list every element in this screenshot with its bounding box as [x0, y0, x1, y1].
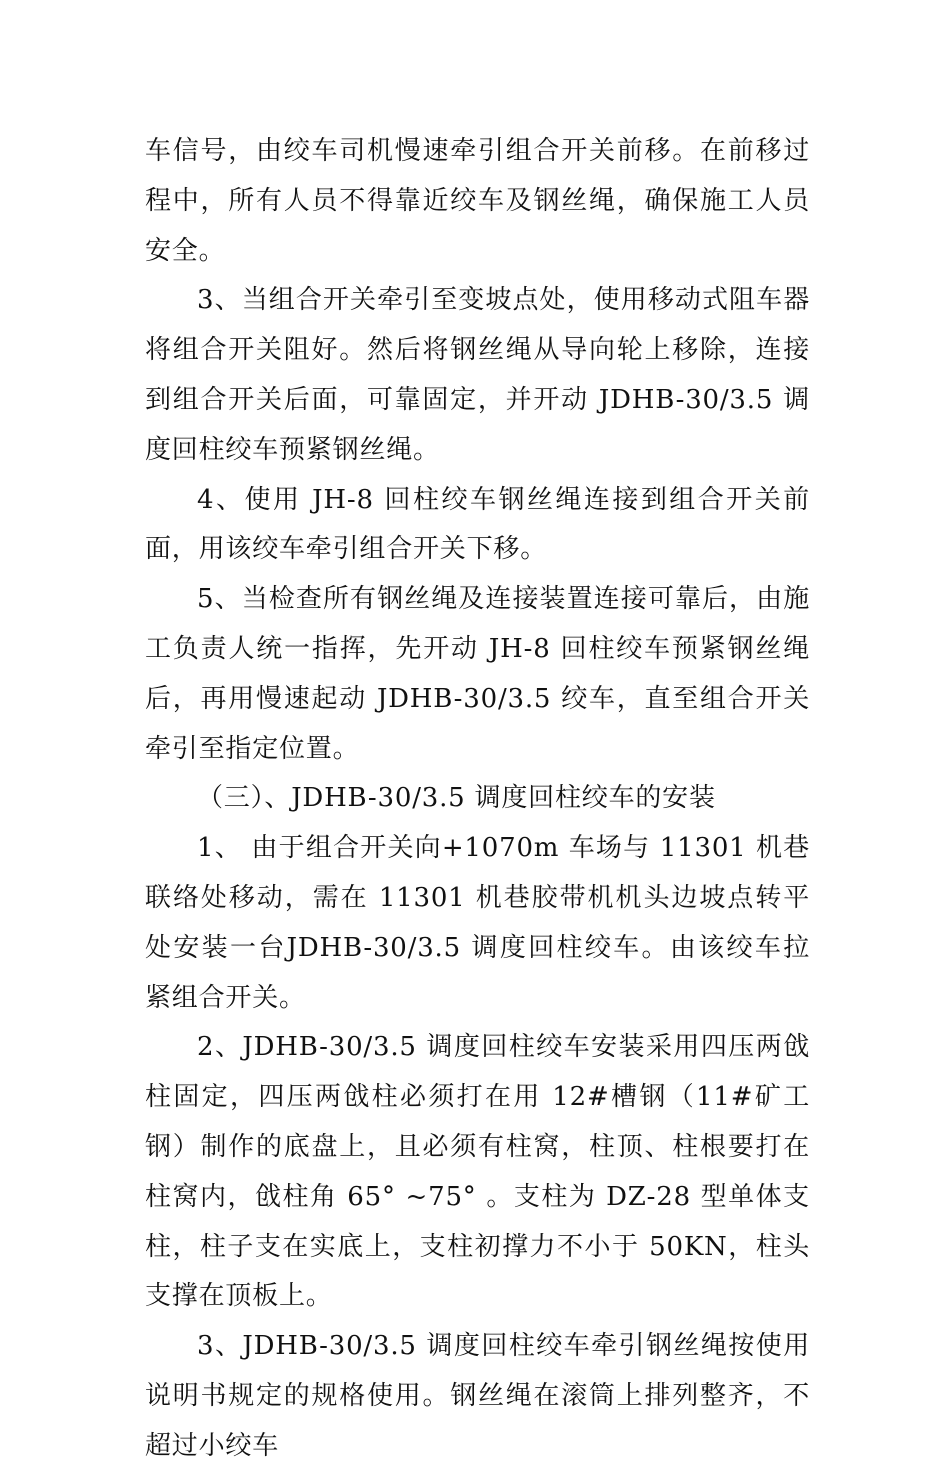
paragraph-install-1: 1、 由于组合开关向+1070m 车场与 11301 机巷联络处移动，需在 11301 机巷胶带机机头边坡点转平处安装一台JDHB-30/3.5 调度回柱绞车。由该绞车拉紧组合开关。: [145, 833, 810, 1013]
paragraph-step-3: 3、当组合开关牵引至变坡点处，使用移动式阻车器将组合开关阻好。然后将钢丝绳从导向轮上移除，连接到组合开关后面，可靠固定，并开动 JDHB-30/3.5 调度回柱绞车预紧钢丝绳。: [145, 285, 810, 465]
paragraph-install-3: 3、JDHB-30/3.5 调度回柱绞车牵引钢丝绳按使用说明书规定的规格使用。钢丝绳在滚筒上排列整齐，不超过小绞车: [145, 1331, 810, 1461]
paragraph-continued: 车信号，由绞车司机慢速牵引组合开关前移。在前移过程中，所有人员不得靠近绞车及钢丝绳，确保施工人员安全。: [145, 136, 810, 266]
section-heading-3: （三）、JDHB-30/3.5 调度回柱绞车的安装: [197, 783, 716, 814]
paragraph-step-4: 4、使用 JH-8 回柱绞车钢丝绳连接到组合开关前面，用该绞车牵引组合开关下移。: [145, 484, 810, 565]
paragraph-install-2: 2、JDHB-30/3.5 调度回柱绞车安装采用四压两戗柱固定，四压两戗柱必须打在用 12#槽钢（11#矿工钢）制作的底盘上，且必须有柱窝，柱顶、柱根要打在柱窝内，戗柱角 65° ~75° 。支柱为 DZ-28 型单体支柱，柱子支在实底上，支柱初撑力不小于 50KN，柱头支撑在顶板上。: [145, 1032, 810, 1312]
document-body: [145, 127, 810, 1472]
paragraph-step-5: 5、当检查所有钢丝绳及连接装置连接可靠后，由施工负责人统一指挥，先开动 JH-8 回柱绞车预紧钢丝绳后，再用慢速起动 JDHB-30/3.5 绞车，直至组合开关牵引至指定位置。: [145, 584, 810, 764]
